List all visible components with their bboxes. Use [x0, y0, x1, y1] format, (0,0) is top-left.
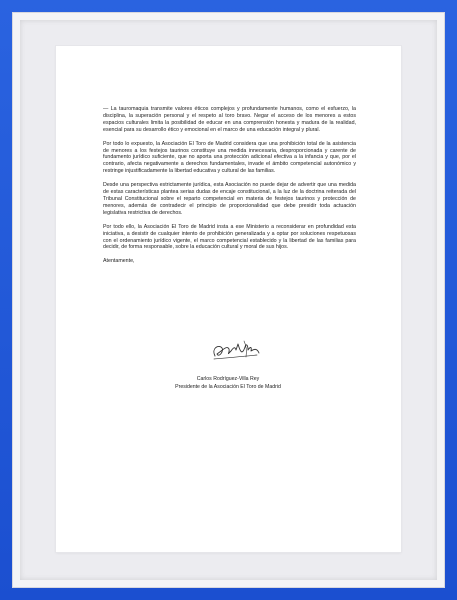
paragraph-1: — La tauromaquia transmite valores éticos complejos y profundamente humanos, como el esfuerzo, la disciplina, la superación personal y el respeto al toro bravo. Negar el acceso de los menores a estos espacios culturales limita la posibilidad de educar en una comprensión honesta y madura de la realidad, esencial para su desarrollo ético y emocional en el marco de una educación integral y plural. [103, 106, 356, 133]
signer-name: Carlos Rodríguez-Villa Rey [196, 376, 260, 382]
paragraph-3: Desde una perspectiva estrictamente jurídica, esta Asociación no puede dejar de advertir que una medida de estas características plantea serias dudas de encaje constitucional, a la luz de la doctrina reiterada del Tribunal Constitucional sobre el reparto competencial en materia de festejos taurinos y protección de menores, además de contradecir el principio de proporcionalidad que debe presidir toda actuación legislativa restrictiva de derechos. [103, 182, 356, 216]
closing-line: Atentamente, [103, 258, 135, 265]
paragraph-2: Por todo lo expuesto, la Asociación El Toro de Madrid considera que una prohibición total de la asistencia de menores a los festejos taurinos constituye una medida innecesaria, desproporcionada y carente de fundamento jurídico suficiente, que no aporta una protección adicional efectiva a la infancia y que, por el contrario, afecta negativamente a derechos fundamentales, invade el ámbito competencial autonómico y restringe injustificadamente la libertad educativa y cultural de las familias. [103, 140, 356, 175]
signature-graphic [205, 336, 265, 366]
handwritten-signature [205, 336, 265, 366]
document-body [103, 106, 356, 272]
signer-title: Presidente de la Asociación El Toro de Madrid [175, 384, 281, 390]
paragraph-4: Por todo ello, la Asociación El Toro de Madrid insta a ese Ministerio a reconsiderar en profundidad esta iniciativa, a desistir de cualquier intento de prohibición generalizada y a optar por soluciones respetuosas con el ordenamiento jurídico vigente, el marco competencial establecido y la libertad de las familias para decidir, de forma responsable, sobre la educación cultural y moral de sus hijos. [103, 223, 356, 251]
